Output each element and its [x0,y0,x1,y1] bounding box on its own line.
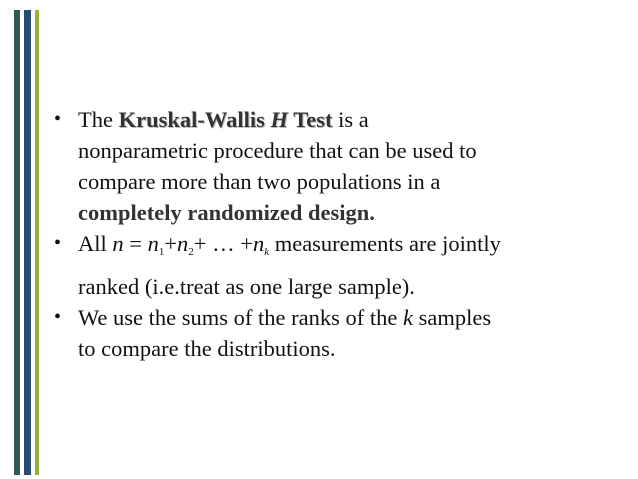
math-k: k [403,305,413,330]
bullet-line: to compare the distributions. [78,336,336,361]
bullet-line-bold: completely randomized design. [78,200,375,225]
math-subscript: 2 [188,246,194,258]
bullet-sum-of-ranks [54,302,624,364]
bullet-joint-ranking [54,228,624,302]
math-n1: n [147,231,159,256]
term-name: Kruskal-Wallis [118,107,265,132]
bullet-marker: • [54,232,62,254]
term-h: H [270,107,289,132]
decorative-bar-lime [35,10,39,475]
highlight-term [119,107,333,132]
math-nk: n [252,231,265,256]
text: is a [338,107,369,132]
math-plus: + [164,231,178,256]
bullet-line [78,228,624,268]
bullet-line: compare more than two populations in a [78,169,441,194]
bullet-marker: • [54,108,62,130]
text: All [78,231,107,256]
math-subscript: 1 [158,246,165,258]
text: samples [418,305,492,330]
text: The [78,107,113,132]
math-ellipsis: + … + [193,231,253,256]
text: We use the sums of the ranks of the [78,305,398,330]
bullet-line [78,302,624,333]
math-n2: n [177,231,189,256]
bullet-line [78,104,624,135]
bullet-kruskal-wallis-definition [54,104,624,228]
math-equals: = [129,231,142,256]
math-n: n [112,231,124,256]
decorative-bar-blue [24,10,31,475]
term-test: Test [293,107,333,132]
bullet-marker: • [54,306,62,328]
text: measurements are jointly [274,231,501,256]
slide-content [54,104,624,364]
bullet-line: ranked (i.e.treat as one large sample). [78,274,415,299]
bullet-line: nonparametric procedure that can be used to [78,138,477,163]
math-subscript: k [264,246,270,258]
decorative-bar-dark [14,10,20,475]
